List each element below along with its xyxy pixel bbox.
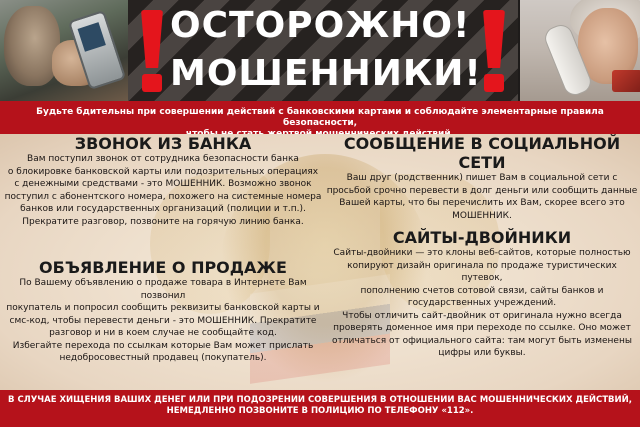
section-line: цифры или буквы. — [438, 348, 526, 358]
poster-header — [0, 0, 640, 101]
section-line: Вашей карты, что бы перечислить их Вам, скорее всего это — [339, 198, 625, 208]
intro-banner — [0, 103, 640, 137]
section-title: ЗВОНОК ИЗ БАНКА — [74, 134, 252, 153]
section-line: копируют дизайн оригинала по продаже туристических путевок, — [347, 260, 617, 283]
section-title: САЙТЫ-ДВОЙНИКИ — [392, 228, 572, 247]
section-line: банков или государственных организаций (полиции и т.п.). — [20, 204, 306, 214]
section-social-message — [326, 134, 638, 222]
section-line: пополнению счетов сотовой связи, сайты банков и — [360, 285, 604, 296]
section-title: ОБЪЯВЛЕНИЕ О ПРОДАЖЕ — [39, 258, 287, 277]
section-line: о блокировке банковской карты или подозрительных операциях — [7, 166, 319, 177]
photo-woman-with-phone — [520, 0, 640, 101]
section-title: СООБЩЕНИЕ В СОЦИАЛЬНОЙ СЕТИ — [343, 134, 621, 172]
section-line: недобросовестный продавец (покупатель). — [59, 353, 267, 363]
section-line: Ваш друг (родственник) пишет Вам в социальной сети с — [346, 173, 618, 183]
exclamation-icon — [138, 10, 166, 94]
section-line: государственных учреждений. — [407, 298, 557, 308]
section-line: Прекратите разговор, позвоните на горячую линию банка. — [22, 216, 304, 227]
section-line: отличаться от официального сайта: там могут быть изменены — [332, 335, 632, 346]
man-face — [4, 6, 60, 86]
footer-line-1: В СЛУЧАЕ ХИЩЕНИЯ ВАШИХ ДЕНЕГ ИЛИ ПРИ ПОДОЗРЕНИИ СОВЕРШЕНИЯ В ОТНОШЕНИИ ВАС МОШЕННИЧЕСКИХ ДЕЙСТВИЙ, — [8, 395, 632, 405]
section-sale-ad — [2, 258, 324, 365]
footer-line-2: НЕМЕДЛЕННО ПОЗВОНИТЕ В ПОЛИЦИЮ ПО ТЕЛЕФОНУ «112». — [166, 406, 474, 416]
photo-man-with-phone — [0, 0, 128, 101]
section-line: По Вашему объявлению о продаже товара в Интернете Вам позвонил — [19, 278, 307, 301]
headline-line-1: ОСТОРОЖНО! — [170, 5, 471, 46]
section-clone-sites — [326, 228, 638, 360]
section-line: Сайты-двойники — это клоны веб-сайтов, которые полностью — [333, 248, 631, 258]
section-line: Вам поступил звонок от сотрудника безопасности банка — [27, 154, 299, 164]
section-line: покупатель и попросил сообщить реквизиты банковской карты и — [6, 303, 320, 313]
section-line: МОШЕННИК. — [452, 210, 512, 221]
section-line: смс-код, чтобы перевести деньги - это МОШЕННИК. Прекратите — [9, 315, 317, 326]
intro-line-1: Будьте бдительны при совершении действий с банковскими картами и соблюдайте элементарные правила безопасности, — [36, 107, 604, 128]
headline-line-2: МОШЕННИКИ! — [170, 53, 482, 94]
section-line: Чтобы отличить сайт-двойник от оригинала нужно всегда — [342, 310, 622, 321]
section-line: просьбой срочно перевести в долг деньги или сообщить данные — [326, 185, 638, 196]
poster-headline — [170, 2, 482, 98]
content-area — [0, 134, 640, 390]
bank-card-icon — [612, 70, 640, 92]
section-bank-call — [4, 134, 322, 228]
section-line: Избегайте перехода по ссылкам которые Вам может прислать — [12, 340, 314, 351]
section-line: разговор и ни в коем случае не сообщайте код. — [49, 328, 277, 338]
footer-banner — [0, 390, 640, 427]
section-line: с денежными средствами - это МОШЕННИК. Возможно звонок — [14, 179, 312, 189]
section-line: проверять доменное имя при переходе по ссылке. Оно может — [333, 323, 631, 333]
section-line: поступил с абонентского номера, похожего на системные номера — [4, 191, 322, 202]
exclamation-icon — [480, 10, 508, 94]
